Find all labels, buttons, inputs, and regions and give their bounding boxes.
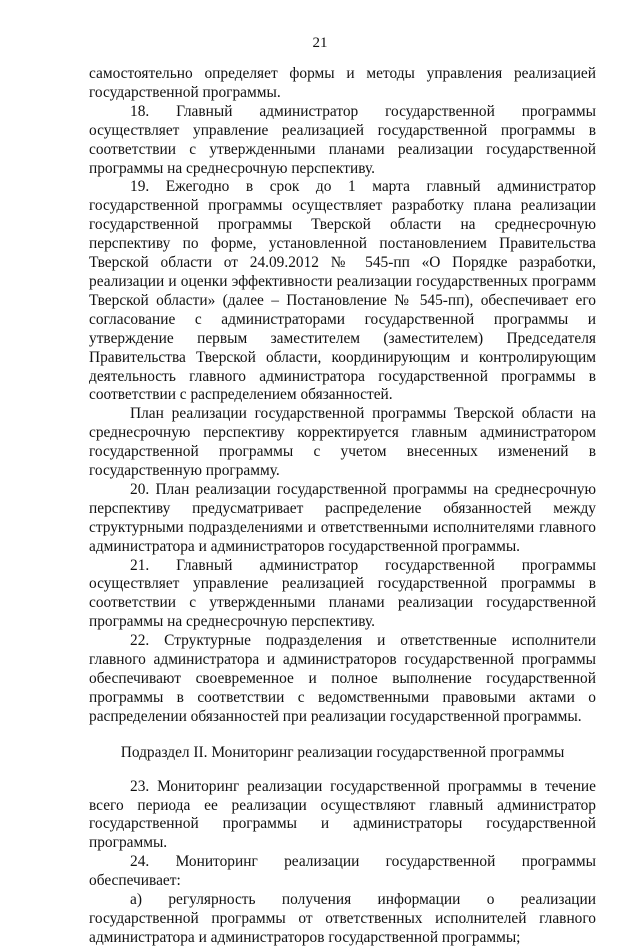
document-body <box>89 65 596 948</box>
paragraph-24a: а) регулярность получения информации о реализации государственной программы от ответственных исполнителей главного администратора и администраторов государственной программы; <box>89 891 596 946</box>
paragraph-24: 24. Мониторинг реализации государственной программы обеспечивает: <box>89 853 596 890</box>
paragraph-19: 19. Ежегодно в срок до 1 марта главный администратор государственной программы осуществляет разработку плана реализации государственной программы Тверской области на среднесрочную перспективу по форме, установленной постановлением Правительства Тверской области от 24.09.2012 № 545-пп «О Порядке разработки, реализации и оценки эффективности реализации государственных программ Тверской области» (далее – Постановление № 545-пп), обеспечивает его согласование с администраторами государственной программы и утверждение первым заместителем (заместителем) Председателя Правительства Тверской области, координирующим и контролирующим деятельность главного администратора государственной программы в соответствии с распределением обязанностей. <box>89 178 596 404</box>
paragraph-18: 18. Главный администратор государственной программы осуществляет управление реализацией государственной программы в соответствии с утвержденными планами реализации государственной программы на среднесрочную перспективу. <box>89 102 596 177</box>
paragraph-21: 21. Главный администратор государственной программы осуществляет управление реализацией государственной программы в соответствии с утвержденными планами реализации государственной программы на среднесрочную перспективу. <box>89 556 596 631</box>
subsection-heading: Подраздел II. Мониторинг реализации государственной программы <box>120 743 565 761</box>
paragraph-22: 22. Структурные подразделения и ответственные исполнители главного администратора и администраторов государственной программы обеспечивают своевременное и полное выполнение государственной программы в соответствии с ведомственными правовыми актами о распределении обязанностей при реализации государственной программы. <box>89 632 596 725</box>
paragraph-continuation: самостоятельно определяет формы и методы управления реализацией государственной программы. <box>89 65 596 101</box>
paragraph-23: 23. Мониторинг реализации государственной программы в течение всего периода ее реализации осуществляют главный администратор государственной программы и администраторы государственной программы. <box>89 777 596 852</box>
paragraph-19-plan: План реализации государственной программы Тверской области на среднесрочную перспективу корректируется главным администратором государственной программы с учетом внесенных изменений в государственную программу. <box>89 405 596 480</box>
paragraph-20: 20. План реализации государственной программы на среднесрочную перспективу предусматривает распределение обязанностей между структурными подразделениями и ответственными исполнителями главного администратора и администраторов государственной программы. <box>89 480 596 555</box>
page-number: 21 <box>312 35 328 51</box>
